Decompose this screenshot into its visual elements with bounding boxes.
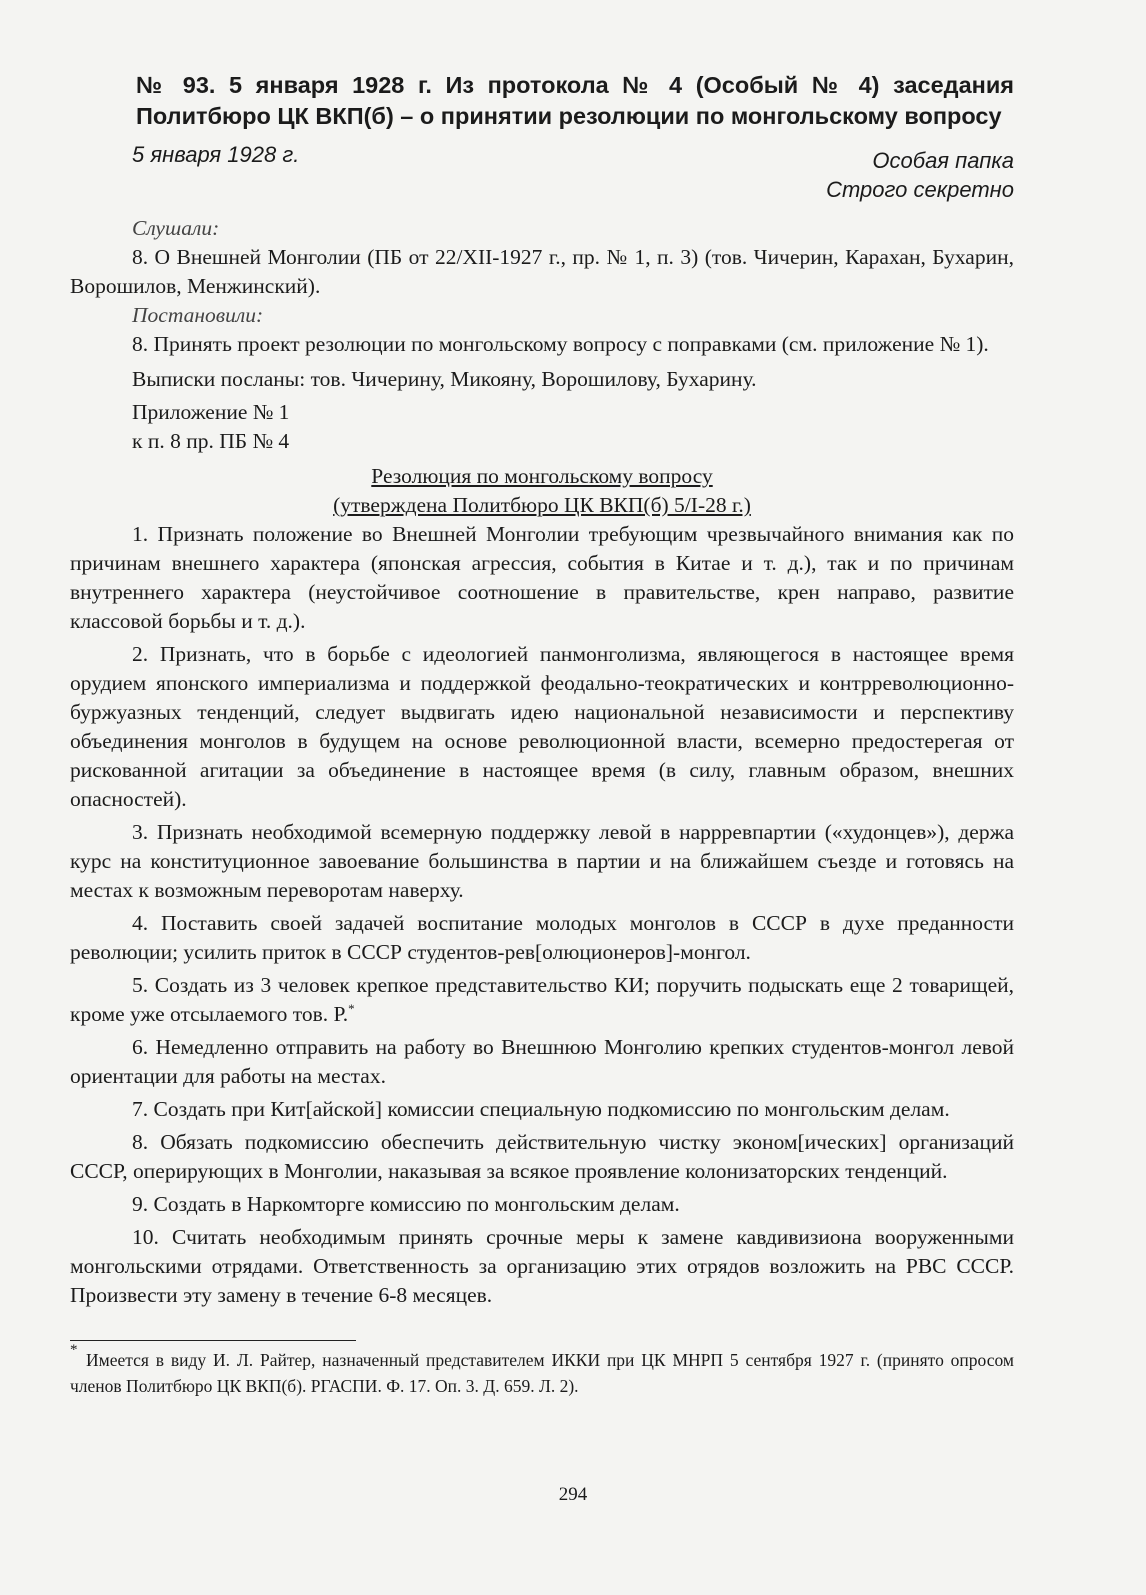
document-date: 5 января 1928 г.: [132, 142, 300, 167]
classification-special-folder: Особая папка: [872, 148, 1014, 173]
appendix-line-1: Приложение № 1: [132, 400, 290, 424]
classification-top-secret: Строго секретно: [826, 177, 1014, 202]
classification-block: [826, 146, 1014, 204]
resolution-point-8: 8. Обязать подкомиссию обеспечить действительную чистку эконом[ических] организаций СССР, оперирующих в Монголии, наказывая за всякое проявление колонизаторских тенденций.: [70, 1130, 1014, 1183]
footnote: [70, 1342, 1014, 1399]
resolution-points: [70, 520, 1014, 1310]
resolution-title: Резолюция по монгольскому вопросу: [371, 464, 713, 488]
resolution-point-7: 7. Создать при Кит[айской] комиссии специальную подкомиссию по монгольским делам.: [132, 1097, 950, 1121]
resolution-subtitle: (утверждена Политбюро ЦК ВКП(б) 5/I-28 г.): [333, 493, 751, 517]
meta-row: [132, 140, 1014, 202]
resolution-point-9: 9. Создать в Наркомторге комиссию по монгольским делам.: [132, 1192, 680, 1216]
decided-label: Постановили:: [132, 303, 264, 327]
appendix-line-2: к п. 8 пр. ПБ № 4: [132, 429, 290, 453]
resolution-point-5-text: 5. Создать из 3 человек крепкое представительство КИ; поручить подыскать еще 2 товарищей, кроме уже отсылаемого тов. Р.: [70, 973, 1014, 1026]
footnote-reference: *: [348, 1000, 355, 1016]
footnote-text: Имеется в виду И. Л. Райтер, назначенный представителем ИККИ при ЦК МНРП 5 сентября 1927 г. (принято опросом членов Политбюро ЦК ВКП(б). РГАСПИ. Ф. 17. Оп. 3. Д. 659. Л. 2).: [70, 1350, 1014, 1396]
heard-label: Слушали:: [132, 216, 220, 240]
page-number: 294: [558, 1484, 588, 1505]
resolution-point-6: 6. Немедленно отправить на работу во Внешнюю Монголию крепких студентов-монгол левой ориентации для работы на местах.: [70, 1035, 1014, 1088]
resolution-point-1: 1. Признать положение во Внешней Монголии требующим чрезвычайного внимания как по причинам внешнего характера (японская агрессия, события в Китае и т. д.), так и по причинам внутреннего характера (неустойчивое соотношение в правительстве, крен направо, развитие классовой борьбы и т. д.).: [70, 522, 1014, 633]
decided-text: 8. Принять проект резолюции по монгольскому вопросу с поправками (см. приложение № 1).: [132, 332, 989, 356]
resolution-point-4: 4. Поставить своей задачей воспитание молодых монголов в СССР в духе преданности революции; усилить приток в СССР студентов-рев[олюционеров]-монгол.: [70, 911, 1014, 964]
resolution-point-10: 10. Считать необходимым принять срочные меры к замене кавдивизиона вооруженными монгольскими отрядами. Ответственность за организацию этих отрядов возложить на РВС СССР. Произвести эту замену в течение 6-8 месяцев.: [70, 1225, 1014, 1307]
footnote-marker: *: [70, 1342, 78, 1358]
resolution-point-3: 3. Признать необходимой всемерную поддержку левой в наррревпартии («худонцев»), держа курс на конституционное завоевание большинства в партии и на ближайшем съезде и готовясь на местах к возможным переворотам наверху.: [70, 820, 1014, 902]
heard-text: 8. О Внешней Монголии (ПБ от 22/XII-1927 г., пр. № 1, п. 3) (тов. Чичерин, Карахан, Бухарин, Ворошилов, Менжинский).: [70, 245, 1014, 298]
resolution-point-2: 2. Признать, что в борьбе с идеологией панмонголизма, являющегося в настоящее время орудием японского империализма и поддержкой феодально-теократических и контрреволюционно-буржуазных тенденций, следует выдвигать идею национальной независимости и перспективу объединения монголов в будущем на основе революционной власти, всемерно предостерегая от рискованной агитации за объединение в настоящее время (в силу, главным образом, внешних опасностей).: [70, 642, 1014, 811]
document-heading: № 93. 5 января 1928 г. Из протокола № 4 (Особый № 4) заседания Политбюро ЦК ВКП(б) – о принятии резолюции по монгольскому вопросу: [136, 72, 1014, 129]
extracts-line: Выписки посланы: тов. Чичерину, Микояну, Ворошилову, Бухарину.: [132, 367, 757, 391]
resolution-point-5: [70, 971, 1014, 1029]
footnote-divider: [70, 1340, 356, 1341]
